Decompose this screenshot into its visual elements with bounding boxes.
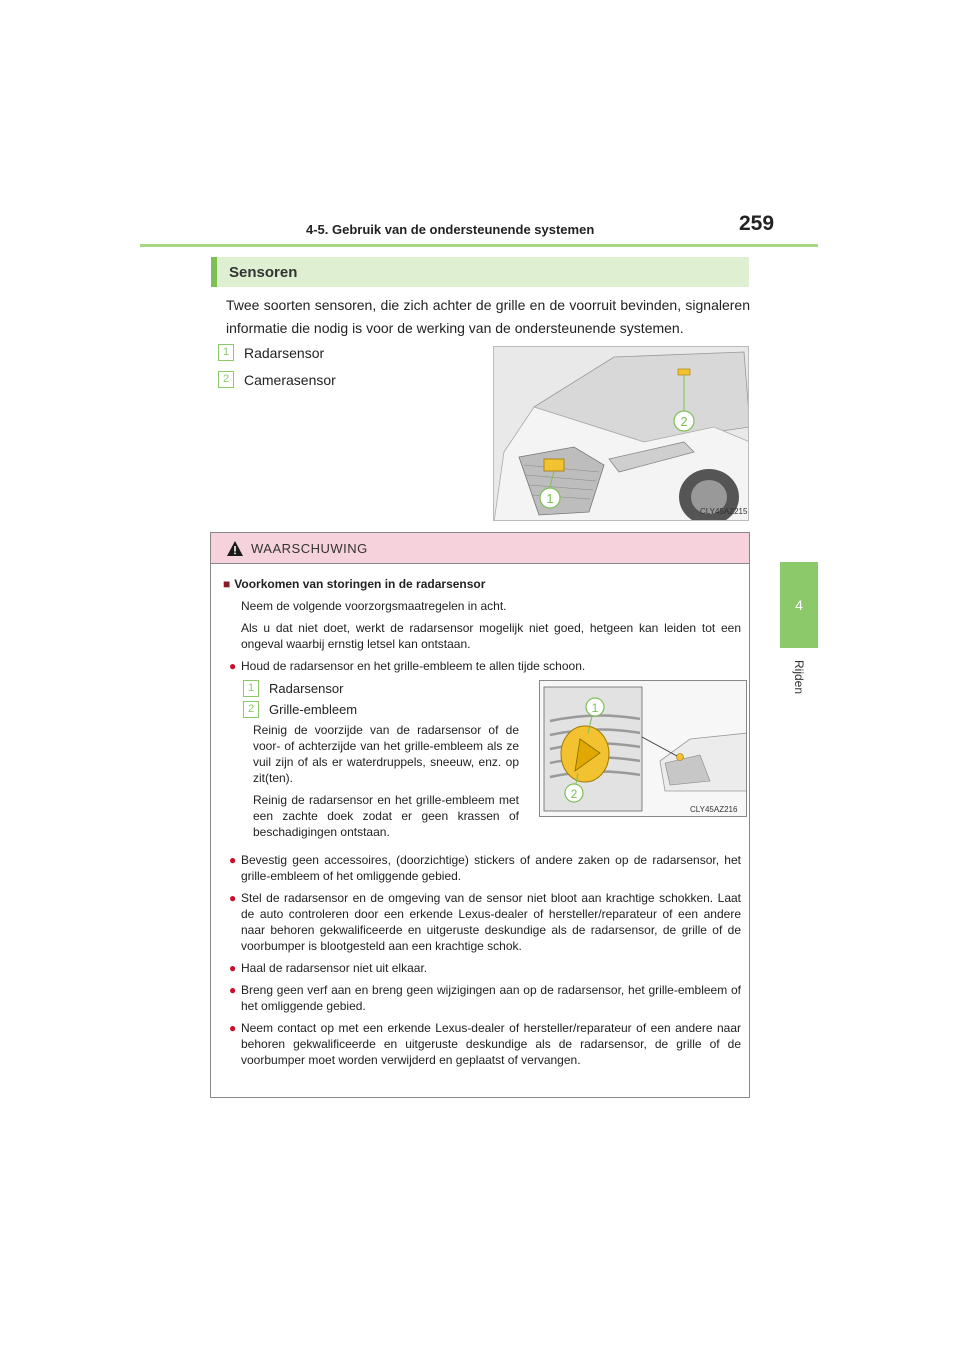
callout-number-2: 2 — [243, 701, 259, 718]
square-bullet-icon: ■ — [223, 577, 231, 591]
bullet-text: Breng geen verf aan en breng geen wijzigingen aan op de radarsensor, het grille-embleem of het omliggende gebied. — [241, 983, 741, 1013]
legend-label: Radarsensor — [244, 344, 325, 361]
bullet-dot-icon: ● — [229, 659, 237, 673]
warning-paragraph: Neem de volgende voorzorgsmaatregelen in acht. — [241, 599, 507, 613]
legend-item-camera — [218, 371, 336, 388]
bullet-item — [229, 852, 741, 884]
svg-text:1: 1 — [546, 491, 554, 506]
bullet-text: Haal de radarsensor niet uit elkaar. — [241, 961, 428, 975]
grille-legend-text — [243, 680, 519, 846]
image-code: CLY45AZ216 — [690, 805, 738, 814]
header-divider — [140, 244, 818, 247]
chapter-section-title: 4-5. Gebruik van de ondersteunende systemen — [306, 222, 595, 237]
chapter-tab — [780, 562, 818, 648]
warning-paragraph: Als u dat niet doet, werkt de radarsensor mogelijk niet goed, hetgeen kan leiden tot een ongeval waarbij ernstig letsel kan ontstaan. — [241, 621, 741, 651]
svg-text:1: 1 — [591, 701, 599, 715]
intro-paragraph: Twee soorten sensoren, die zich achter de grille en de voorruit bevinden, signaleren informatie die nodig is voor de werking van de ondersteunende systemen. — [226, 297, 750, 336]
bullet-dot-icon: ● — [229, 983, 237, 997]
svg-text:2: 2 — [680, 414, 688, 429]
bullet-item — [229, 658, 741, 674]
car-front-illustration — [493, 346, 749, 521]
bullet-item — [229, 960, 741, 976]
bullet-item — [229, 890, 741, 954]
legend-item-radar — [243, 680, 519, 697]
warning-title: WAARSCHUWING — [251, 540, 368, 556]
grille-emblem-illustration — [539, 680, 747, 817]
legend-item-radar — [218, 344, 324, 361]
legend-label: Camerasensor — [244, 371, 336, 388]
warning-box — [210, 532, 750, 1098]
bullet-dot-icon: ● — [229, 891, 237, 905]
warning-body — [211, 564, 749, 1068]
callout-number-1: 1 — [243, 680, 259, 697]
image-code: CLY45AZ215 — [700, 507, 748, 516]
legend-label: Grille-embleem — [269, 701, 358, 717]
callout-number-2: 2 — [218, 371, 234, 388]
bullet-text: Bevestig geen accessoires, (doorzichtige) stickers of andere zaken op de radarsensor, het grille-embleem of het omliggende gebied. — [241, 853, 741, 883]
cleaning-paragraph: Reinig de voorzijde van de radarsensor of de voor- of achterzijde van het grille-embleem als ze vuil zijn of als er waterdruppels, sneeuw, enz. op zit(ten). — [253, 723, 519, 785]
chapter-label: Rijden — [792, 660, 806, 695]
section-title: Sensoren — [229, 263, 298, 281]
callout-number-1: 1 — [218, 344, 234, 361]
warning-header — [211, 533, 749, 564]
chapter-number: 4 — [795, 597, 803, 613]
cleaning-paragraph: Reinig de radarsensor en het grille-embleem met een zachte doek zodat er geen krassen of beschadigingen ontstaan. — [253, 793, 519, 839]
legend-label: Radarsensor — [269, 680, 344, 696]
warning-triangle-icon — [227, 541, 243, 556]
svg-text:2: 2 — [570, 787, 578, 801]
bullet-dot-icon: ● — [229, 961, 237, 975]
bullet-text: Houd de radarsensor en het grille-embleem te allen tijde schoon. — [241, 659, 586, 673]
bullet-dot-icon: ● — [229, 853, 237, 867]
grille-legend-block — [243, 680, 741, 846]
section-heading — [211, 257, 749, 287]
bullet-text: Neem contact op met een erkende Lexus-dealer of hersteller/reparateur of een andere naar behoren gekwalificeerde en uitgeruste deskundige als de radarsensor, de grille of de voorbumper moet worden verwijderd en geplaatst of vervangen. — [241, 1021, 741, 1067]
bullet-text: Stel de radarsensor en de omgeving van de sensor niet bloot aan krachtige schokken. Laat de auto controleren door een erkende Lexus-dealer of hersteller/reparateur of een andere naar behoren gekwalificeerde en uitgeruste deskundige als de radarsensor, de grille of de voorbumper is blootgesteld aan een krachtige schok. — [241, 891, 741, 953]
page-number: 259 — [739, 212, 775, 235]
bullet-item — [229, 1020, 741, 1068]
bullet-dot-icon: ● — [229, 1021, 237, 1035]
legend-item-emblem — [243, 701, 519, 718]
bullet-item — [229, 982, 741, 1014]
warning-subhead — [223, 576, 741, 592]
subhead-text: Voorkomen van storingen in de radarsensor — [234, 577, 486, 591]
